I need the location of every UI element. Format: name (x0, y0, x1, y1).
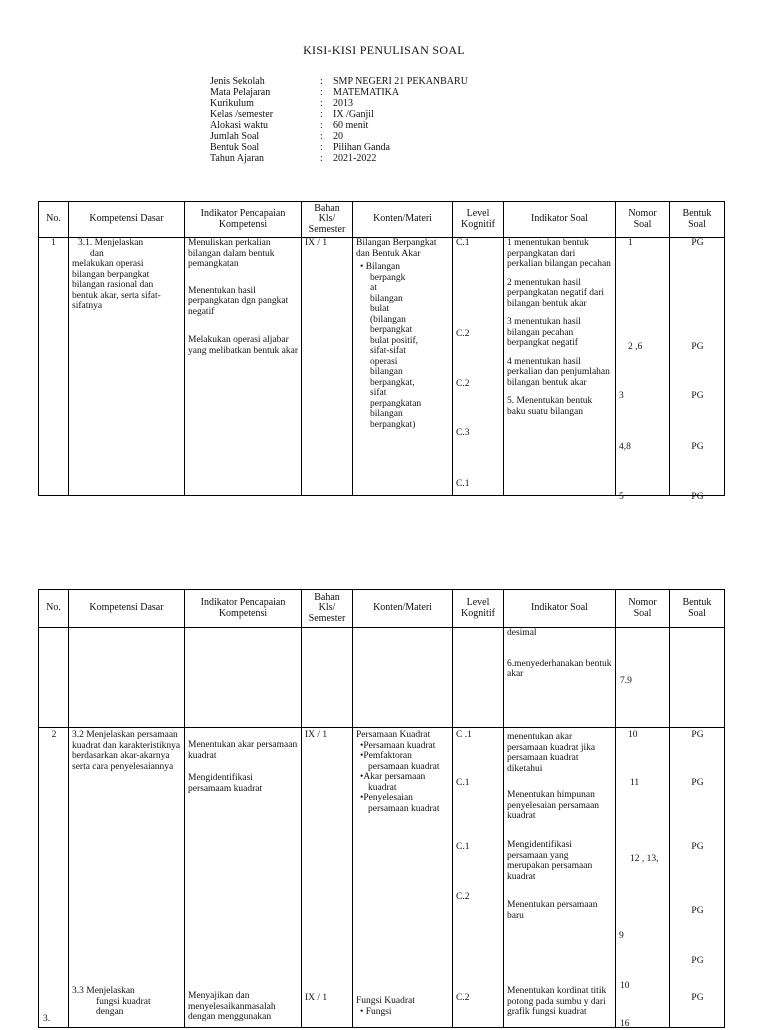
kompetensi-dasar-line: bentuk akar, serta sifat- (72, 290, 161, 301)
identity-label: Jumlah Soal (210, 131, 260, 142)
indikator-soal-cell (504, 238, 616, 496)
header-nomor-soal: Nomor Soal (616, 202, 670, 238)
identity-separator: : (320, 131, 323, 142)
identity-value: 2013 (333, 98, 353, 109)
identity-separator: : (320, 87, 323, 98)
bentuk-item: PG (691, 956, 704, 966)
level-kognitif-cell (453, 628, 504, 728)
header-indikator-pencapaian: Indikator Pencapaian Kompetensi (185, 202, 302, 238)
nomor-item: 12 , 13, (630, 854, 659, 864)
level-kognitif-cell (453, 238, 504, 496)
konten-materi-cell (353, 728, 453, 1028)
identity-separator: : (320, 98, 323, 109)
header-konten-materi: Konten/Materi (353, 590, 453, 628)
identity-row (210, 87, 468, 98)
identity-label: Kelas /semester (210, 109, 274, 120)
materi-item: •Pemfaktoran persamaan kuadrat (360, 751, 440, 772)
bentuk-item: PG (691, 238, 704, 248)
level-item: C.2 (456, 892, 470, 902)
ipk-item: Menyajikan dan menyelesaikanmasalah dengan menggunakan (188, 991, 276, 1022)
indikator-soal-cell (504, 728, 616, 1028)
level-item: C.1 (456, 479, 470, 489)
identity-label: Jenis Sekolah (210, 76, 265, 87)
materi-line: sifat-sifat (370, 346, 406, 356)
bahan-kelas-text: IX / 1 (305, 993, 328, 1003)
materi-line: berpangkat (370, 325, 413, 335)
identity-row (210, 131, 468, 142)
header-bahan-kelas: Bahan Kls/ Semester (302, 590, 353, 628)
kompetensi-dasar-line: melakukan operasi (72, 259, 144, 269)
bentuk-item: PG (691, 492, 704, 502)
identity-value: 60 menit (333, 120, 369, 131)
materi-item: •Akar persamaan kuadrat (360, 772, 426, 793)
konten-materi-cell (353, 628, 453, 728)
bentuk-item: PG (691, 993, 704, 1003)
indikator-item: 4 menentukan hasil perkalian dan penjumlahan bilangan bentuk akar (507, 356, 610, 388)
identity-value: 20 (333, 131, 343, 142)
identity-row (210, 120, 468, 131)
bentuk-soal-cell (670, 628, 725, 728)
materi-line: bulat positif, (370, 335, 419, 346)
materi-line: berpangk (370, 272, 406, 283)
materi-item: •Penyelesaian persamaan kuadrat (360, 793, 440, 814)
identity-value: IX /Ganjil (333, 109, 374, 120)
header-kompetensi-dasar: Kompetensi Dasar (69, 202, 185, 238)
row-no-2: 2 (51, 730, 57, 740)
bentuk-soal-cell (670, 728, 725, 1028)
identity-value: SMP NEGERI 21 PEKANBARU (333, 76, 468, 87)
materi-line: bilangan (370, 367, 403, 377)
identity-separator: : (320, 76, 323, 87)
identity-value: 2021-2022 (333, 153, 377, 164)
kompetensi-dasar-text: 3.2 Menjelaskan persamaan kuadrat dan karakteristiknya berdasarkan akar-akarnya serta cara penyelesaiannya (72, 730, 181, 772)
ipk-item: Melakukan operasi aljabar yang melibatkan bentuk akar (188, 335, 299, 356)
nomor-item: 16 (620, 1019, 630, 1029)
row-no (39, 728, 69, 1028)
materi-title: Fungsi Kuadrat (356, 996, 415, 1006)
materi-title: Persamaan Kuadrat (356, 730, 431, 740)
materi-title: Bilangan Berpangkat dan Bentuk Akar (356, 238, 437, 259)
identity-row (210, 98, 468, 109)
header-bentuk-soal: Bentuk Soal (670, 590, 725, 628)
level-item: C.1 (456, 778, 470, 788)
header-nomor-soal: Nomor Soal (616, 590, 670, 628)
identity-separator: : (320, 120, 323, 131)
indikator-item: Menentukan persamaan baru (507, 900, 598, 921)
ipk-item: Menentukan hasil perpangkatan dgn pangkat negatif (188, 285, 289, 317)
bahan-kelas-cell (302, 628, 353, 728)
identity-value: MATEMATIKA (333, 87, 400, 98)
indikator-item: 1 menentukan bentuk perpangkatan dari perkalian bilangan pecahan (507, 238, 611, 269)
nomor-item: 10 (620, 981, 630, 991)
nomor-item: 4,8 (619, 442, 631, 452)
kisi-table-2 (38, 589, 725, 1028)
indikator-item: Mengidentifikasi persamaan yang merupakan persamaan kuadrat (507, 840, 593, 882)
level-item: C.2 (456, 993, 470, 1003)
level-kognitif-cell (453, 728, 504, 1028)
materi-line: (bilangan (370, 314, 406, 325)
kompetensi-dasar-cell (69, 728, 185, 1028)
indikator-soal-cell (504, 628, 616, 728)
indikator-item: 5. Menentukan bentuk baku suatu bilangan (507, 396, 593, 417)
header-indikator-soal: Indikator Soal (504, 202, 616, 238)
level-item: C.2 (456, 379, 470, 389)
kompetensi-dasar-cell (69, 628, 185, 728)
level-item: C.3 (456, 428, 470, 438)
header-no: No. (39, 202, 69, 238)
kompetensi-dasar-line: sifatnya (72, 301, 103, 311)
indikator-item: menentukan akar persamaan kuadrat jika persamaan kuadrat diketahui (507, 732, 596, 774)
materi-line: sifat (370, 388, 387, 398)
identity-row (210, 76, 468, 87)
nomor-soal-cell (616, 238, 670, 502)
ipk-item: Menentukan akar persamaan kuadrat (188, 740, 298, 761)
indikator-item: desimal (507, 628, 537, 638)
identity-label: Mata Pelajaran (210, 87, 271, 98)
kompetensi-dasar-line: dan (90, 248, 104, 259)
identity-label: Bentuk Soal (210, 142, 260, 153)
level-item: C.1 (456, 238, 470, 248)
bentuk-item: PG (691, 391, 704, 401)
identity-separator: : (320, 153, 323, 164)
identity-separator: : (320, 142, 323, 153)
bentuk-item: PG (691, 442, 704, 452)
kompetensi-dasar-line: bilangan berpangkat (72, 269, 150, 280)
indikator-pencapaian-cell (185, 628, 302, 728)
identity-separator: : (320, 109, 323, 120)
bahan-kelas-text: IX / 1 (305, 730, 328, 740)
ipk-item: Mengidentifikasi persamaam kuadrat (188, 773, 263, 794)
bahan-kelas-cell (302, 728, 353, 1028)
nomor-item: 3 (619, 391, 624, 401)
bentuk-item: PG (691, 778, 704, 788)
materi-line: berpangkat) (370, 419, 416, 430)
materi-item: •Persamaan kuadrat (360, 740, 436, 751)
indikator-item: 2 menentukan hasil perpangkatan negatif dari bilangan bentuk akar (507, 277, 605, 309)
header-kompetensi-dasar: Kompetensi Dasar (69, 590, 185, 628)
konten-materi-cell (353, 238, 453, 496)
kompetensi-dasar-line: dengan (96, 1007, 124, 1017)
materi-line: at (370, 283, 377, 293)
nomor-item: 11 (630, 778, 640, 788)
materi-line: operasi (370, 356, 398, 367)
header-bentuk-soal: Bentuk Soal (670, 202, 725, 238)
kompetensi-dasar-line: 3.3 Menjelaskan (72, 986, 135, 996)
materi-line: bulat (370, 304, 389, 314)
kisi-table-1 (38, 201, 725, 502)
indikator-item: Menentukan himpunan penyelesaian persamaan kuadrat (507, 790, 600, 821)
nomor-item: 2 ,6 (628, 342, 643, 352)
bentuk-item: PG (691, 730, 704, 740)
nomor-soal-cell (616, 628, 670, 728)
level-item: C .1 (456, 730, 472, 740)
header-indikator-soal: Indikator Soal (504, 590, 616, 628)
row-no: 1 (39, 238, 69, 496)
bentuk-item: PG (691, 842, 704, 852)
identity-row (210, 153, 468, 164)
nomor-item: 1 (628, 238, 633, 248)
bentuk-item: PG (691, 342, 704, 352)
indikator-pencapaian-cell (185, 728, 302, 1028)
identity-label: Alokasi waktu (210, 120, 269, 131)
bentuk-soal-cell (670, 238, 725, 502)
ipk-item: Menuliskan perkalian bilangan dalam bentuk pemangkatan (188, 238, 275, 269)
level-item: C.2 (456, 329, 470, 339)
header-konten-materi: Konten/Materi (353, 202, 453, 238)
indikator-item: 6.menyederhanakan bentuk akar (507, 658, 612, 679)
nomor-soal-cell (616, 728, 670, 1028)
document-title: KISI-KISI PENULISAN SOAL (303, 43, 465, 57)
kompetensi-dasar-line: bilangan rasional dan (72, 280, 154, 290)
materi-item: • Fungsi (360, 1007, 392, 1017)
nomor-item: 10 (628, 730, 638, 740)
identity-value: Pilihan Ganda (333, 142, 390, 153)
indikator-item: Menentukan kordinat titik potong pada sumbu y dari grafik fungsi kuadrat (507, 986, 607, 1017)
identity-label: Kurikulum (210, 98, 254, 109)
materi-line: berpangkat, (370, 377, 415, 388)
nomor-item: 9 (619, 931, 624, 941)
row-no (39, 628, 69, 728)
identity-row (210, 142, 468, 153)
identity-label: Tahun Ajaran (210, 153, 265, 164)
kompetensi-dasar-cell (69, 238, 185, 496)
identity-block (210, 76, 468, 164)
kompetensi-dasar-line: 3.1. Menjelaskan (78, 238, 144, 248)
header-level-kognitif: Level Kognitif (453, 202, 504, 238)
materi-line: bilangan (370, 409, 403, 419)
materi-line: perpangkatan (370, 398, 422, 409)
kompetensi-dasar-line: fungsi kuadrat (96, 996, 151, 1007)
nomor-item: 5 (619, 492, 624, 502)
header-level-kognitif: Level Kognitif (453, 590, 504, 628)
header-no: No. (39, 590, 69, 628)
identity-row (210, 109, 468, 120)
bahan-kelas-cell: IX / 1 (302, 238, 353, 496)
materi-line: bilangan (370, 293, 403, 304)
row-no-3: 3. (43, 1014, 51, 1024)
bentuk-item: PG (691, 906, 704, 916)
materi-line: • Bilangan (360, 262, 400, 272)
level-item: C.1 (456, 842, 470, 852)
indikator-pencapaian-cell (185, 238, 302, 496)
indikator-item: 3 menentukan hasil bilangan pecahan berpangkat negatif (507, 317, 581, 348)
header-bahan-kelas: Bahan Kls/ Semester (302, 202, 353, 238)
header-indikator-pencapaian: Indikator Pencapaian Kompetensi (185, 590, 302, 628)
nomor-item: 7.9 (620, 676, 632, 686)
